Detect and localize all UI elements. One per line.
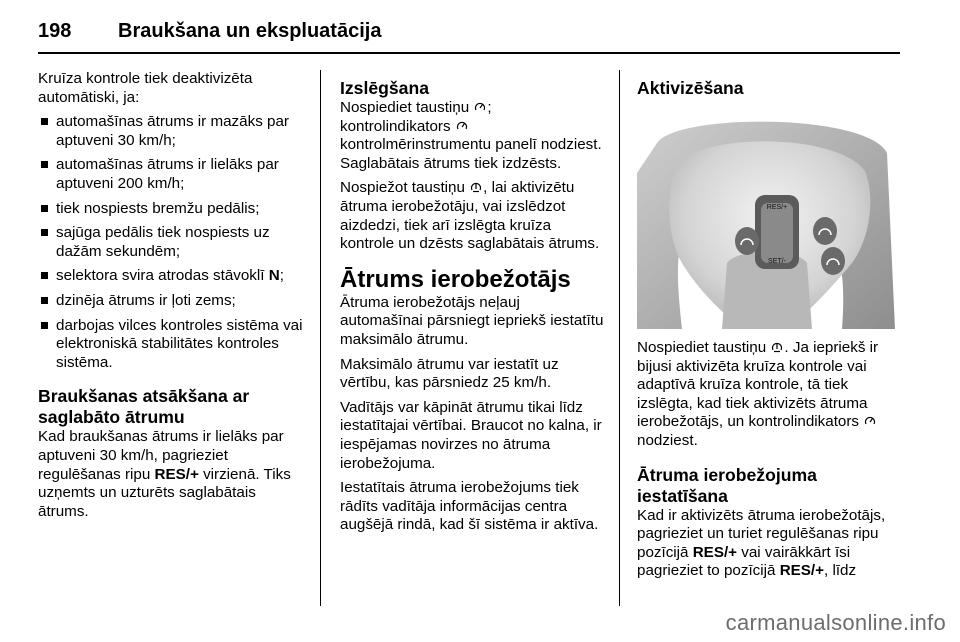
off-paragraph (340, 99, 606, 173)
section-heading: Ātruma ierobežojuma iestatīšana (637, 464, 817, 506)
resume-paragraph (38, 428, 308, 521)
list-item-text: ; (279, 267, 284, 285)
page-header (38, 14, 922, 54)
page-title: Braukšana un ekspluatācija (118, 20, 382, 42)
control-label: RES/+ (154, 465, 199, 483)
list-item: darbojas vilces kontroles sistēma vai elektroniskā stabilitātes kontroles sistēma. (38, 317, 308, 373)
text: ; kontrolindikators (340, 99, 492, 135)
text: , lai aktivizētu ātruma ierobežotāju, vai izslēdzot aizdedzi, tiek arī izslēgta kruīza kontrole un dzēsts saglabātais ātrums. (340, 179, 600, 253)
watermark: carmanualsonline.info (725, 610, 946, 635)
gear-position: N (268, 267, 280, 285)
text: kontrolmērinstrumentu panelī nodziest. Saglabātais ātrums tiek izdzēsts. (340, 136, 602, 172)
text: vai vairākkārt īsi pagrieziet to pozīcijā (637, 543, 851, 580)
text: . Ja iepriekš ir bijusi aktivizēta kruīza kontrole vai adaptīvā kruīza kontrole, tā tiek izslēgta, kad tiek aktivizēts ātruma ierobežotājs, un kontrolindikators (637, 339, 879, 431)
text: Kad ir aktivizēts ātruma ierobežotājs, pagrieziet un turiet regulēšanas ripu pozīcijā (637, 506, 886, 561)
text: nodziest. (637, 431, 698, 449)
paragraph: Maksimālo ātrumu var iestatīt uz vērtību, kas pārsniedz 25 km/h. (340, 355, 559, 392)
section-heading: Ātrums ierobežotājs (340, 265, 571, 293)
section-heading: Aktivizēšana (637, 78, 744, 98)
list-item-text: selektora svira atrodas stāvoklī (56, 267, 269, 285)
header-divider (38, 52, 900, 54)
paragraph: Ātruma ierobežotājs neļauj automašīnai pārsniegt iepriekš iestatītu maksimālo ātrumu. (340, 293, 604, 348)
control-label: RES/+ (692, 543, 738, 561)
list-item: automašīnas ātrums ir mazāks par aptuveni 30 km/h; (38, 113, 308, 150)
section-heading: Izslēgšana (340, 78, 429, 98)
res-label: RES/+ (766, 204, 788, 211)
column-middle (340, 70, 606, 541)
steering-wheel-illustration (637, 113, 895, 329)
list-item: dzinēja ātrums ir ļoti zems; (38, 292, 308, 311)
section-heading: Braukšanas atsākšana ar saglabāto ātrumu (38, 386, 250, 428)
cruise-control-icon (474, 101, 486, 113)
paragraph: Iestatītais ātruma ierobežojums tiek rādīts vadītāja informācijas centra augšējā rindā, kad šī sistēma ir aktīva. (340, 479, 599, 534)
intro-paragraph: Kruīza kontrole tiek deaktivizēta automātiski, ja: (38, 70, 253, 106)
text: Nospiediet taustiņu (637, 339, 771, 356)
column-right (637, 70, 905, 587)
paragraph: Vadītājs var kāpināt ātrumu tikai līdz iestatītajai vērtībai. Braucot no kalna, ir iespējamas novirzes no ātruma ierobežojuma. (340, 398, 602, 472)
control-label: RES/+ (779, 562, 825, 580)
setting-paragraph (637, 507, 905, 581)
speed-limiter-icon (470, 181, 482, 193)
column-left (38, 70, 308, 527)
cruise-control-icon (456, 120, 468, 132)
list-item: sajūga pedālis tiek nospiests uz dažām sekundēm; (38, 224, 308, 261)
list-item: tiek nospiests bremžu pedālis; (38, 200, 308, 219)
text: virzienā. Tiks uzņemts un uzturēts saglabātais ātrums. (38, 465, 291, 520)
column-divider (619, 70, 620, 606)
page-number: 198 (38, 20, 72, 42)
set-label: SET/- (768, 258, 786, 265)
list-item (38, 267, 308, 286)
text: Nospiediet taustiņu (340, 99, 474, 116)
activate-paragraph (637, 339, 905, 451)
text: , līdz (824, 562, 857, 580)
text: Nospiežot taustiņu (340, 179, 470, 197)
text: Kad braukšanas ātrums ir lielāks par aptuveni 30 km/h, pagrieziet regulēšanas ripu (38, 428, 284, 483)
deactivation-list (38, 113, 308, 372)
speed-limiter-icon (771, 341, 783, 353)
column-divider (320, 70, 321, 606)
list-item: automašīnas ātrums ir lielāks par aptuveni 200 km/h; (38, 156, 308, 193)
cruise-control-icon (864, 415, 876, 427)
limiter-off-paragraph (340, 179, 606, 253)
